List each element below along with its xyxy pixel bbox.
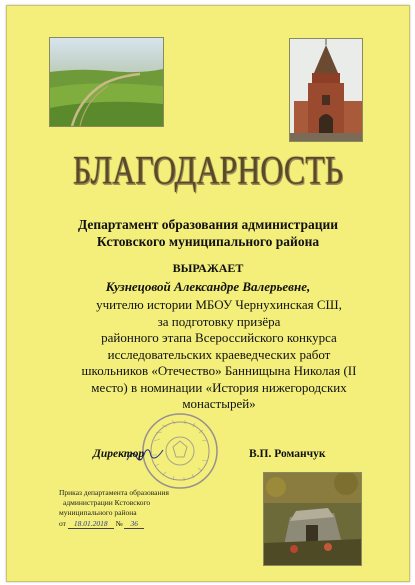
order-number-prefix: № xyxy=(115,519,123,528)
certificate-title: БЛАГОДАРНОСТЬ xyxy=(72,147,344,193)
certificate-sheet xyxy=(6,5,410,582)
order-line: муниципального района xyxy=(59,508,137,517)
order-number: 36 xyxy=(124,519,144,529)
order-date-number xyxy=(59,519,144,528)
order-date: 18.01.2018 xyxy=(68,519,114,529)
department-line-1: Департамент образования администрации xyxy=(77,217,339,232)
kremlin-tower-photo xyxy=(289,38,363,142)
expresses-label: ВЫРАЖАЕТ xyxy=(172,261,244,275)
director-name: В.П. Романчук xyxy=(249,448,326,460)
body-line: районного этапа Всероссийского конкурса xyxy=(101,330,337,345)
recipient-name: Кузнецовой Александре Валерьевне, xyxy=(105,279,311,294)
body-line: монастырей» xyxy=(182,396,256,411)
body-line: за подготовку призёра xyxy=(157,313,281,329)
body-line: школьников «Отечество» Баннищына Николая (II xyxy=(81,363,357,378)
certificate-body xyxy=(67,297,371,413)
order-line: администрации Кстовского xyxy=(63,498,151,507)
department-line-2: Кстовского муниципального района xyxy=(96,234,320,249)
issuing-department xyxy=(7,216,409,250)
body-line: исследовательских краеведческих работ xyxy=(107,346,331,362)
landscape-photo xyxy=(49,37,164,127)
body-line: место) в номинации «История нижегородских xyxy=(91,379,347,395)
order-line: Приказ департамента образования xyxy=(59,488,169,497)
director-label: Директор xyxy=(93,448,145,460)
monument-photo xyxy=(263,472,362,566)
body-line: учителю истории МБОУ Чернухинская СШ, xyxy=(96,297,342,312)
order-reference xyxy=(59,488,169,518)
order-date-prefix: от xyxy=(59,519,66,528)
